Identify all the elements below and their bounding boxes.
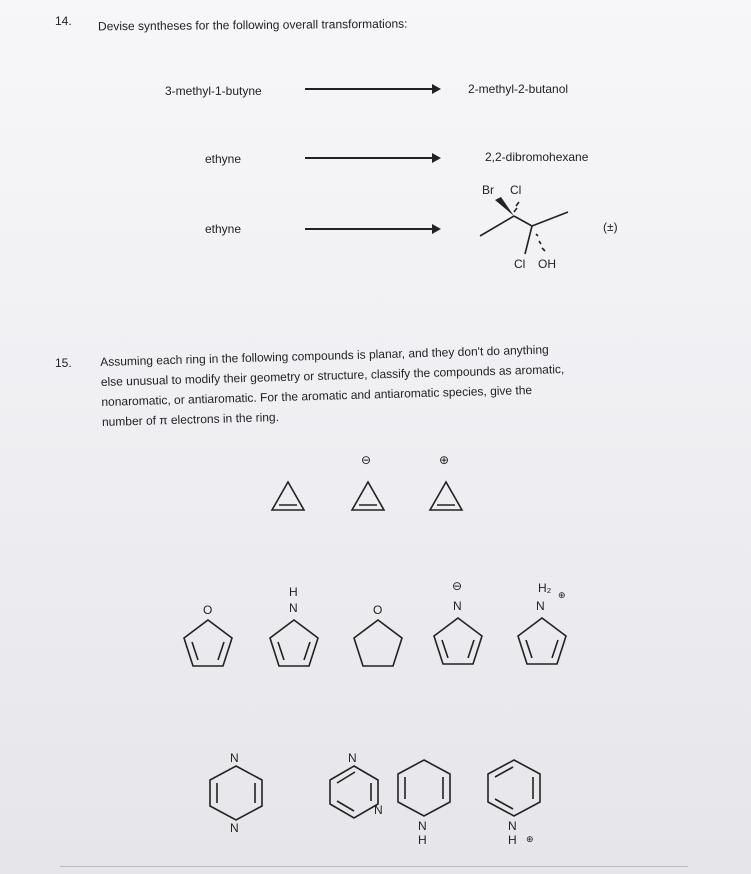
cl-bottom-label: Cl [514,257,526,271]
dihydropyridine-h-label: H [418,833,427,847]
furan-o-label: O [203,603,213,617]
pyrrolide-anion-structure [430,576,486,670]
row3-arrow [305,228,433,230]
question-15-number: 15. [55,356,72,370]
row2-start: ethyne [205,152,242,166]
dihydropyridine-structure [390,750,460,846]
row2-product: 2,2-dibromohexane [485,150,589,164]
oh-label: OH [538,257,556,271]
dihydropyridine-n-label: N [418,819,427,833]
pyrrolide-charge-symbol: ⊖ [452,579,463,593]
cyclopropenyl-anion-structure [348,448,388,514]
thf-o-label: O [373,603,383,617]
pyrazine-n-bottom: N [230,821,239,835]
pyrrolium-n-label: N [536,599,545,613]
row1-arrow [305,88,433,90]
row1-product: 2-methyl-2-butanol [468,82,569,96]
pyridinium-structure [480,750,560,846]
plus-charge-symbol: ⊕ [439,453,450,467]
question-14-number: 14. [55,14,72,28]
pyrimidine-structure [322,748,392,832]
question-14-prompt: Devise syntheses for the following overall transformations: [97,16,408,34]
question-15-text [100,336,692,432]
q15-line-1: Assuming each ring in the following compounds is planar, and they don't do anything [100,342,549,369]
pyridinium-h-label: H [508,833,517,847]
cyclopropene-structure [268,478,308,514]
q15-line-3: nonaromatic, or antiaromatic. For the aromatic and antiaromatic species, give the [101,382,533,409]
pyrrole-n-label: N [289,601,298,615]
pyrimidine-n-top: N [348,751,357,765]
dihalo-alcohol-structure [470,178,600,278]
pyrrolium-charge-symbol: ⊕ [558,590,566,600]
row1-start: 3-methyl-1-butyne [165,84,262,98]
pyridinium-charge-symbol: ⊕ [526,834,534,844]
tetrahydrofuran-like-structure [350,600,406,670]
pyrrole-h-label: H [289,585,298,599]
minus-charge-symbol: ⊖ [361,453,372,467]
br-label: Br [482,183,494,197]
pyrrole-structure [266,582,322,670]
row3-start: ethyne [205,222,242,236]
pyrrolium-cation-structure [514,578,578,670]
page-bottom-rule [60,866,688,867]
furan-structure [180,600,236,670]
pyrazine-n-top: N [230,751,239,765]
racemic-label: (±) [603,220,618,234]
cyclopropenyl-cation-structure [426,448,466,514]
cl-top-label: Cl [510,183,522,197]
pyrazine-structure [200,748,270,838]
pyrrolide-n-label: N [453,599,462,613]
pyridinium-n-label: N [508,819,517,833]
pyrimidine-n-right: N [374,803,383,817]
q15-line-2: else unusual to modify their geometry or structure, classify the compounds as aromatic, [100,362,565,389]
q15-line-4: number of π electrons in the ring. [101,410,280,429]
pyrrolium-h2-label: H₂ [538,581,552,595]
row2-arrow [305,157,433,159]
